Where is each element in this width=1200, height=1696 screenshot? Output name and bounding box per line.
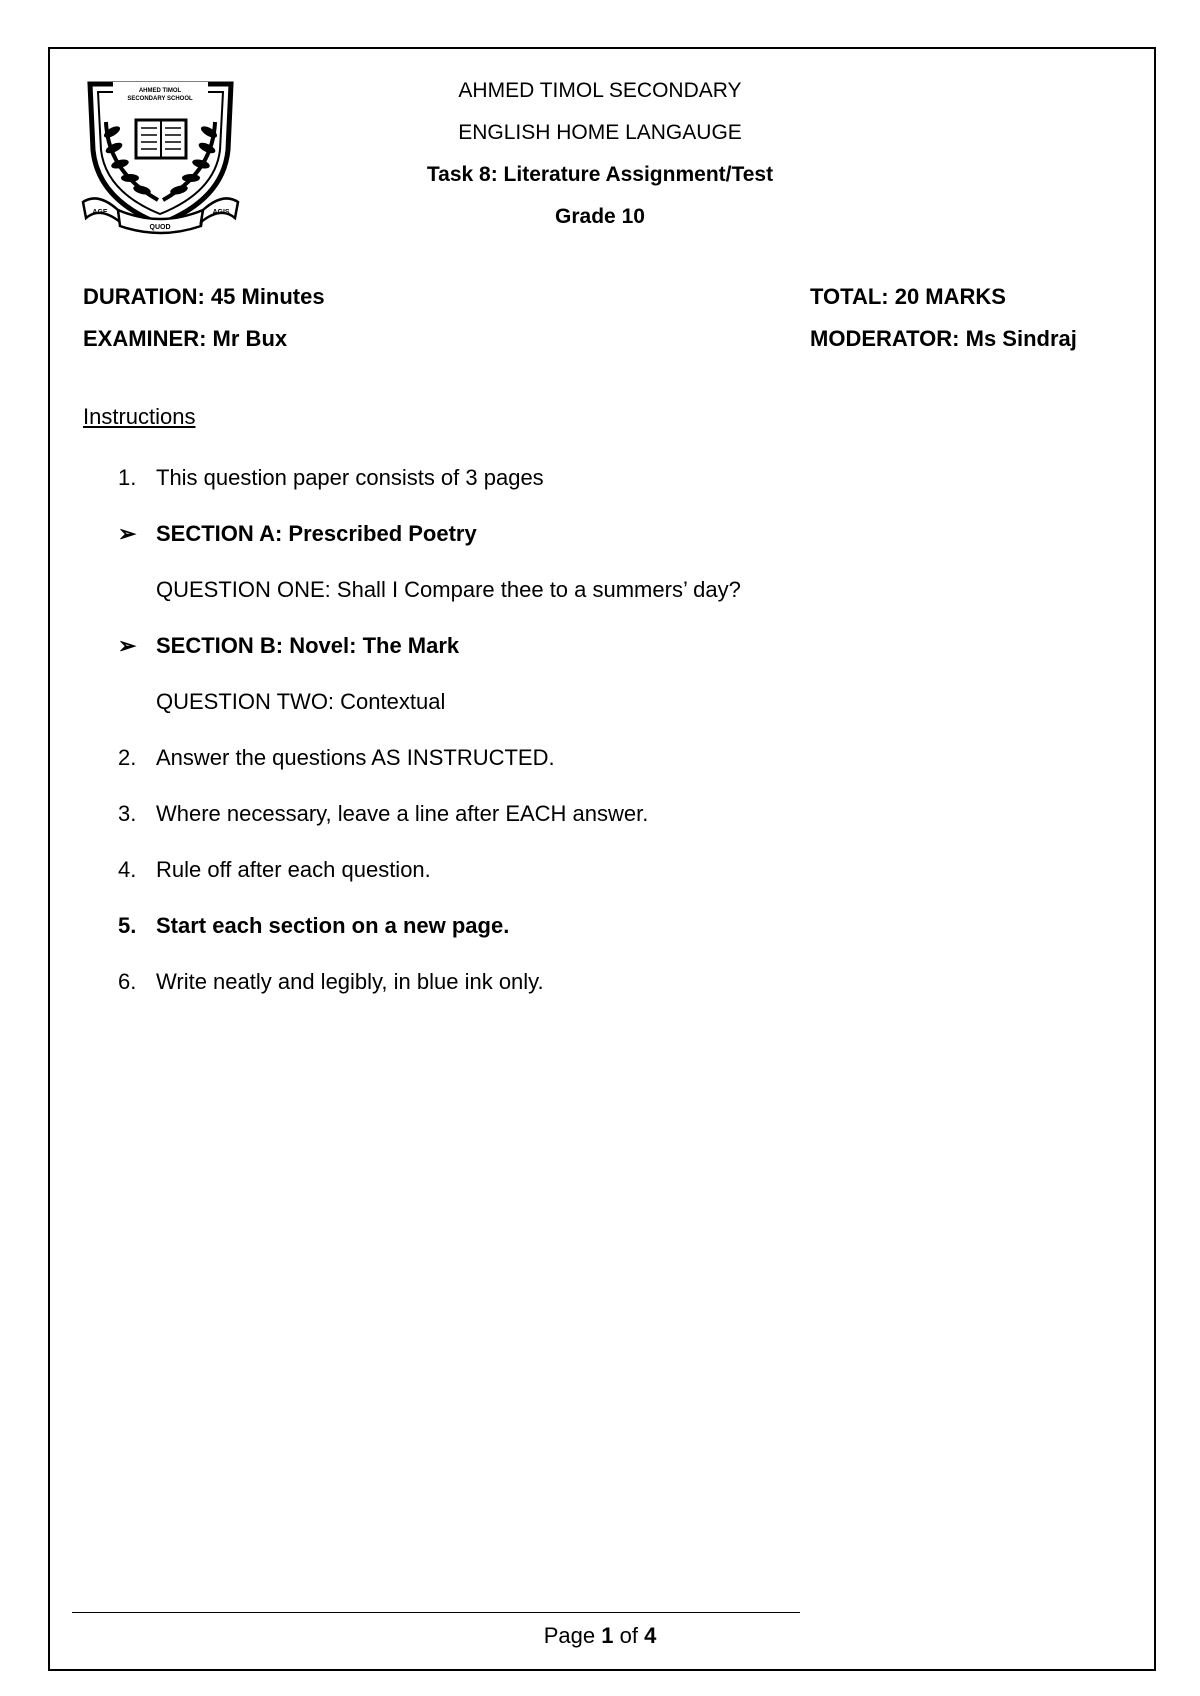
examiner-label: EXAMINER: Mr Bux	[83, 326, 288, 351]
instructions-heading: Instructions	[83, 404, 196, 429]
list-text: Answer the questions AS INSTRUCTED.	[156, 745, 555, 770]
list-item	[83, 570, 1103, 626]
page-word: Page	[543, 1623, 596, 1648]
instructions-list	[83, 458, 1103, 1018]
list-item	[83, 626, 1103, 682]
svg-text:AHMED TIMOL: AHMED TIMOL	[138, 88, 182, 94]
list-item	[83, 514, 1103, 570]
arrow-bullet-icon: ➢	[118, 633, 137, 658]
school-name: AHMED TIMOL SECONDARY	[458, 79, 742, 102]
list-text: Write neatly and legibly, in blue ink only.	[156, 969, 544, 994]
list-item	[83, 682, 1103, 738]
page-total: 4	[644, 1623, 657, 1648]
page-footer	[0, 1623, 1200, 1649]
arrow-bullet-icon: ➢	[118, 521, 137, 546]
footer-divider	[72, 1612, 800, 1613]
list-text: Rule off after each question.	[156, 857, 431, 882]
list-item	[83, 906, 1103, 962]
list-item	[83, 738, 1103, 794]
school-crest-logo	[78, 72, 243, 242]
svg-text:AGIS: AGIS	[212, 209, 230, 216]
page-current: 1	[601, 1623, 614, 1648]
school-header	[300, 70, 900, 238]
task-title: Task 8: Literature Assignment/Test	[426, 163, 774, 186]
list-marker: 3.	[118, 801, 137, 826]
list-marker: 5.	[118, 913, 137, 938]
meta-right	[810, 276, 1077, 360]
subject-title: ENGLISH HOME LANGAUGE	[458, 121, 742, 144]
list-text: Where necessary, leave a line after EACH answer.	[156, 801, 649, 826]
total-marks-label: TOTAL: 20 MARKS	[810, 284, 1006, 309]
list-marker: 6.	[118, 969, 137, 994]
list-marker: 1.	[118, 465, 137, 490]
section-a-title: SECTION A: Prescribed Poetry	[156, 521, 477, 546]
list-marker: 2.	[118, 745, 137, 770]
list-text: Start each section on a new page.	[156, 913, 510, 938]
list-text: This question paper consists of 3 pages	[156, 465, 544, 490]
grade-label: Grade 10	[555, 205, 645, 228]
of-word: of	[619, 1623, 638, 1648]
svg-text:QUOD: QUOD	[149, 224, 171, 231]
list-item	[83, 794, 1103, 850]
moderator-label: MODERATOR: Ms Sindraj	[810, 326, 1077, 351]
section-b-title: SECTION B: Novel: The Mark	[156, 633, 460, 658]
list-item	[83, 962, 1103, 1018]
list-item	[83, 850, 1103, 906]
list-marker: 4.	[118, 857, 137, 882]
duration-label: DURATION: 45 Minutes	[83, 284, 325, 309]
svg-text:AGE: AGE	[92, 209, 108, 216]
question-two-text: QUESTION TWO: Contextual	[156, 689, 446, 714]
svg-text:SECONDARY SCHOOL: SECONDARY SCHOOL	[127, 96, 193, 102]
meta-left	[83, 276, 325, 360]
list-item	[83, 458, 1103, 514]
question-one-text: QUESTION ONE: Shall I Compare thee to a summers’ day?	[156, 577, 741, 602]
